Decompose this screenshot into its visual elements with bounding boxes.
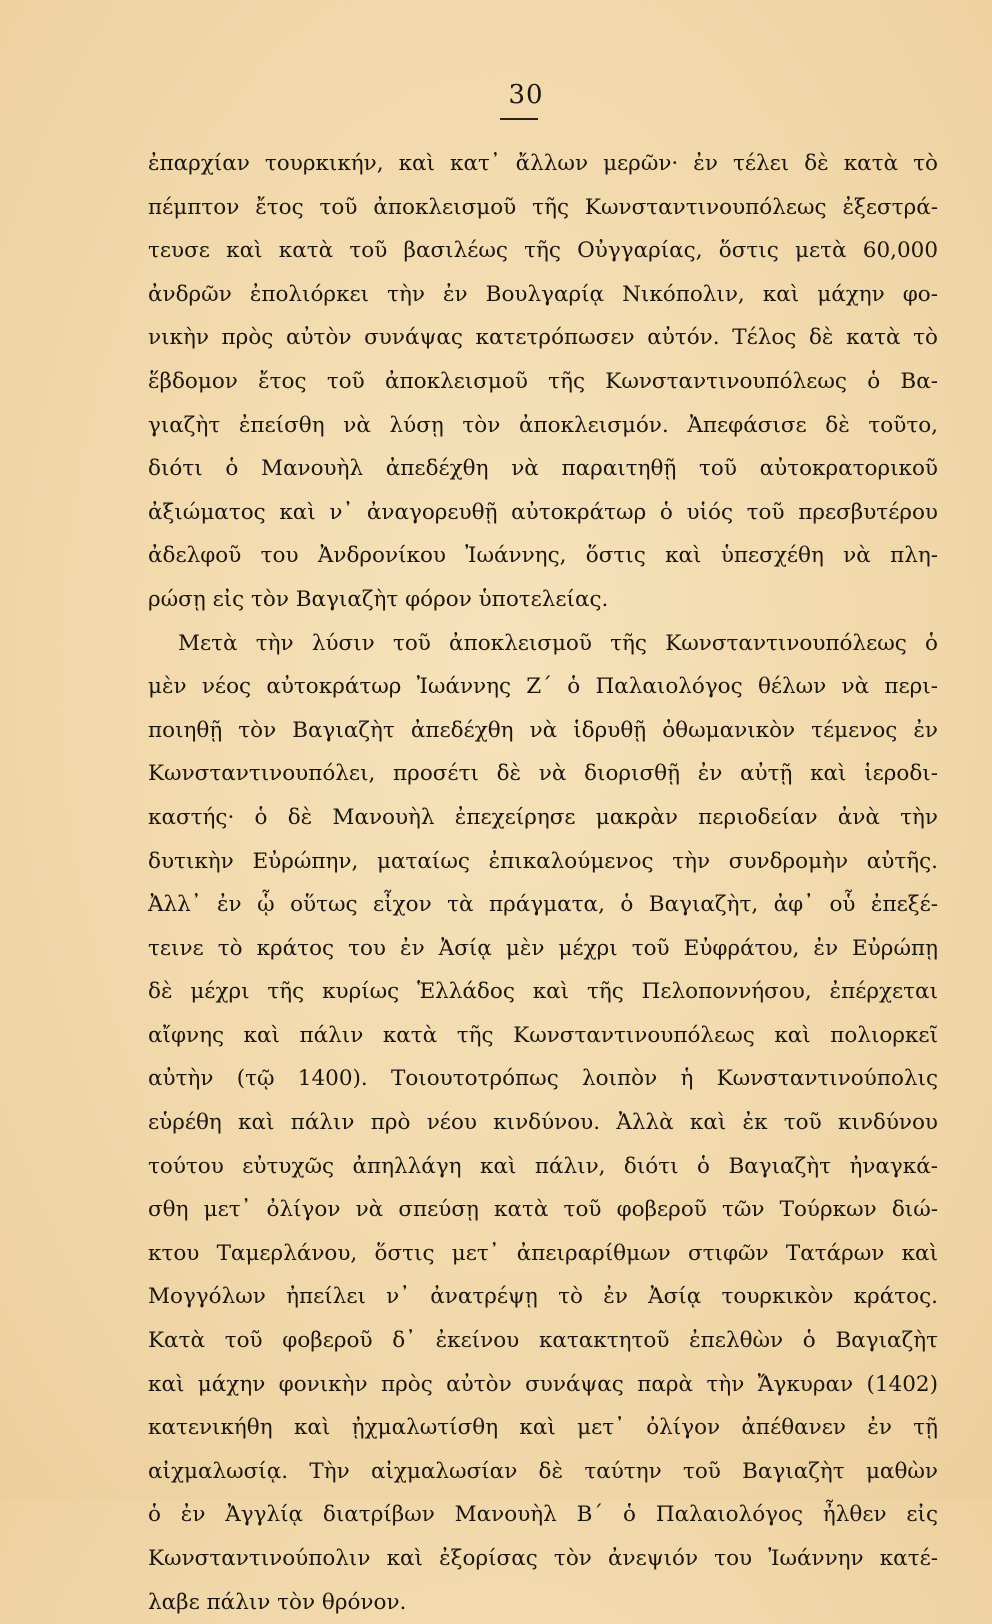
text-line: ἀδελφοῦ του Ἀνδρονίκου Ἰωάννης, ὅστις καὶ ὑπεσχέθη νὰ πλη- [148, 543, 938, 569]
text-line: καὶ μάχην φονικὴν πρὸς αὐτὸν συνάψας παρὰ τὴν Ἄγκυραν (1402) [148, 1371, 938, 1397]
text-line: κτου Ταμερλάνου, ὅστις μετ᾽ ἀπειραρίθμων στιφῶν Τατάρων καὶ [148, 1240, 938, 1266]
text-line: ὁ ἐν Ἀγγλίᾳ διατρίβων Μανουὴλ Β΄ ὁ Παλαιολόγος ἦλθεν εἰς [148, 1502, 938, 1528]
text-line: Ἀλλ᾽ ἐν ᾧ οὕτως εἶχον τὰ πράγματα, ὁ Βαγιαζὴτ, ἀφ᾽ οὗ ἐπεξέ- [148, 892, 938, 918]
text-line: Κωνσταντινουπόλει, προσέτι δὲ νὰ διορισθῇ ἐν αὐτῇ καὶ ἱεροδι- [148, 761, 938, 787]
text-line: σθη μετ᾽ ὀλίγον νὰ σπεύσῃ κατὰ τοῦ φοβεροῦ τῶν Τούρκων διώ- [148, 1197, 938, 1223]
text-line: ἕβδομον ἔτος τοῦ ἀποκλεισμοῦ τῆς Κωνσταντινουπόλεως ὁ Βα- [148, 368, 938, 394]
text-line: τευσε καὶ κατὰ τοῦ βασιλέως τῆς Οὐγγαρίας, ὅστις μετὰ 60,000 [148, 238, 938, 264]
text-line: μὲν νέος αὐτοκράτωρ Ἰωάννης Ζ΄ ὁ Παλαιολόγος θέλων νὰ περι- [148, 674, 938, 700]
text-line: γιαζὴτ ἐπείσθη νὰ λύσῃ τὸν ἀποκλεισμόν. Ἀπεφάσισε δὲ τοῦτο, [148, 412, 938, 438]
text-line: ἀξιώματος καὶ ν᾽ ἀναγορευθῇ αὐτοκράτωρ ὁ υἱός τοῦ πρεσβυτέρου [148, 499, 938, 525]
text-line: πέμπτον ἔτος τοῦ ἀποκλεισμοῦ τῆς Κωνσταντινουπόλεως ἐξεστρά- [148, 194, 938, 220]
text-line: ποιηθῇ τὸν Βαγιαζὴτ ἀπεδέχθη νὰ ἱδρυθῇ ὀθωμανικὸν τέμενος ἐν [148, 717, 938, 743]
text-line: διότι ὁ Μανουὴλ ἀπεδέχθη νὰ παραιτηθῇ τοῦ αὐτοκρατορικοῦ [148, 456, 938, 482]
text-line: αὐτὴν (τῷ 1400). Τοιουτοτρόπως λοιπὸν ἡ Κωνσταντινούπολις [148, 1066, 938, 1092]
text-line: αἴφνης καὶ πάλιν κατὰ τῆς Κωνσταντινουπόλεως καὶ πολιορκεῖ [148, 1022, 938, 1048]
text-line: τεινε τὸ κράτος του ἐν Ἀσίᾳ μὲν μέχρι τοῦ Εὐφράτου, ἐν Εὐρώπῃ [148, 935, 938, 961]
text-line: αἰχμαλωσίᾳ. Τὴν αἰχμαλωσίαν δὲ ταύτην τοῦ Βαγιαζὴτ μαθὼν [148, 1458, 938, 1484]
page-number: 30 [508, 80, 544, 110]
text-line: δυτικὴν Εὐρώπην, ματαίως ἐπικαλούμενος τὴν συνδρομὴν αὐτῆς. [148, 848, 938, 874]
text-line: λαβε πάλιν τὸν θρόνον. [148, 1589, 407, 1615]
text-line: κατενικήθη καὶ ᾐχμαλωτίσθη καὶ μετ᾽ ὀλίγον ἀπέθανεν ἐν τῇ [148, 1415, 938, 1441]
text-line: ἐπαρχίαν τουρκικήν, καὶ κατ᾽ ἄλλων μερῶν· ἐν τέλει δὲ κατὰ τὸ [148, 151, 938, 176]
body-text [148, 142, 938, 1624]
paragraph-start-line: Μετὰ τὴν λύσιν τοῦ ἀποκλεισμοῦ τῆς Κωνσταντινουπόλεως ὁ [178, 630, 938, 656]
page-number-rule [500, 118, 538, 120]
text-line: δὲ μέχρι τῆς κυρίως Ἑλλάδος καὶ τῆς Πελοποννήσου, ἐπέρχεται [148, 979, 938, 1005]
text-line: τούτου εὐτυχῶς ἀπηλλάγη καὶ πάλιν, διότι ὁ Βαγιαζὴτ ἠναγκά- [148, 1153, 938, 1179]
text-line: ρώσῃ εἰς τὸν Βαγιαζὴτ φόρον ὑποτελείας. [148, 586, 609, 612]
text-line: καστής· ὁ δὲ Μανουὴλ ἐπεχείρησε μακρὰν περιοδείαν ἀνὰ τὴν [148, 804, 938, 830]
text-line: νικὴν πρὸς αὐτὸν συνάψας κατετρόπωσεν αὐτόν. Τέλος δὲ κατὰ τὸ [148, 325, 938, 351]
text-line: ἀνδρῶν ἐπολιόρκει τὴν ἐν Βουλγαρίᾳ Νικόπολιν, καὶ μάχην φο- [148, 281, 938, 307]
text-line: Κατὰ τοῦ φοβεροῦ δ᾽ ἐκείνου κατακτητοῦ ἐπελθὼν ὁ Βαγιαζὴτ [148, 1328, 938, 1354]
text-line: Μογγόλων ἠπείλει ν᾽ ἀνατρέψῃ τὸ ἐν Ἀσίᾳ τουρκικὸν κράτος. [148, 1284, 938, 1310]
text-line: εὑρέθη καὶ πάλιν πρὸ νέου κινδύνου. Ἀλλὰ καὶ ἐκ τοῦ κινδύνου [148, 1110, 938, 1136]
text-line: Κωνσταντινούπολιν καὶ ἐξορίσας τὸν ἀνεψιόν του Ἰωάννην κατέ- [148, 1546, 938, 1571]
